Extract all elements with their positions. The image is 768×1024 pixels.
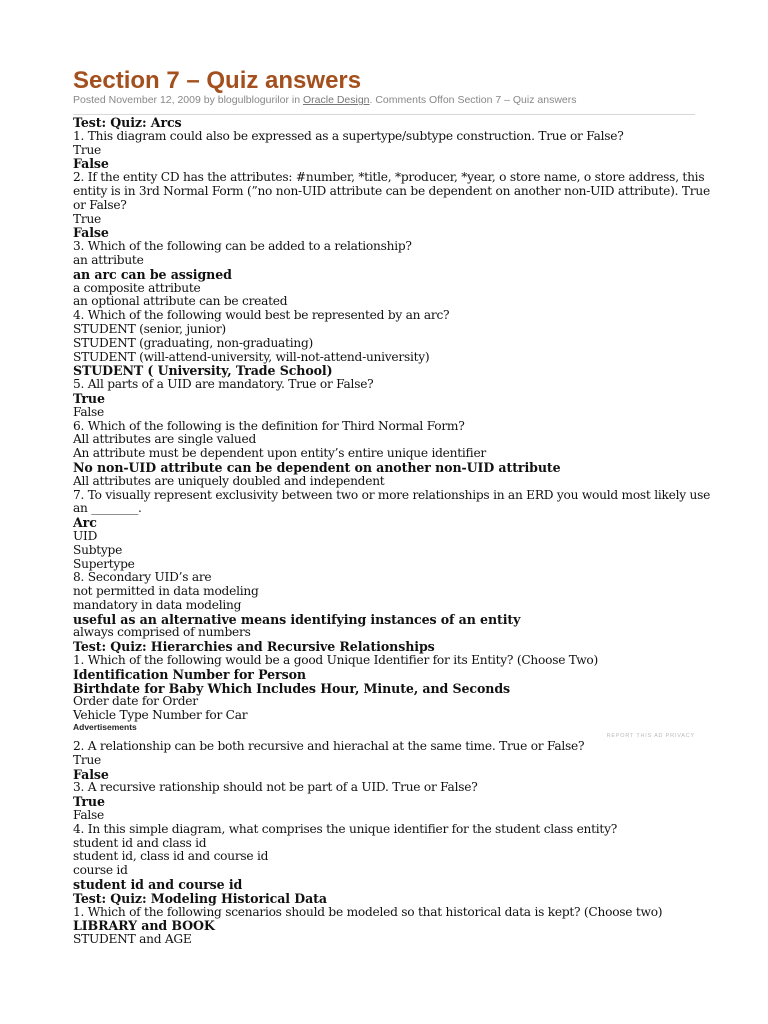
text-line: Vehicle Type Number for Car (73, 708, 248, 723)
answer-line-bold: Identification Number for Person (73, 666, 306, 682)
text-line: student id, class id and course id (73, 849, 269, 864)
text-line: 8. Secondary UID’s are (73, 570, 212, 585)
text-line: True (73, 211, 102, 226)
text-line: or False? (73, 197, 127, 212)
answer-line-bold: useful as an alternative means identifying instances of an entity (73, 611, 521, 627)
text-line: mandatory in data modeling (73, 597, 242, 612)
answer-line-bold: Test: Quiz: Arcs (73, 115, 182, 130)
text-line: False (73, 404, 105, 419)
text-line: An attribute must be dependent upon entity’s entire unique identifier (73, 446, 486, 461)
answer-line-bold: student id and course id (73, 877, 243, 893)
text-line: a composite attribute (73, 280, 201, 295)
text-line: 1. Which of the following scenarios should be modeled so that historical data is kept? (Choose two) (73, 904, 663, 919)
answer-line-bold: Test: Quiz: Modeling Historical Data (73, 890, 327, 906)
text-line: course id (73, 863, 128, 878)
text-line: STUDENT and AGE (73, 932, 192, 947)
text-line: All attributes are uniquely doubled and independent (73, 473, 385, 488)
text-line: 4. Which of the following would best be represented by an arc? (73, 308, 450, 323)
category-link[interactable]: Oracle Design (302, 94, 370, 106)
post-date-author: Posted November 12, 2009 by blogulblogurilor in (73, 94, 303, 106)
text-line: True (73, 752, 102, 767)
text-line: 3. A recursive rationship should not be part of a UID. True or False? (73, 780, 478, 795)
text-line: UID (73, 528, 98, 543)
text-line: not permitted in data modeling (73, 584, 259, 599)
text-line: Supertype (73, 556, 135, 571)
answer-line-bold: STUDENT ( University, Trade School) (73, 363, 333, 379)
quiz-answers-part-2 (73, 740, 695, 947)
text-line: 4. In this simple diagram, what comprises the unique identifier for the student class entity? (73, 821, 617, 836)
text-line: Subtype (73, 542, 123, 557)
text-line: entity is in 3rd Normal Form (”no non-UID attribute can be dependent on another non-UID attribute). True (73, 183, 710, 198)
answer-line-bold: No non-UID attribute can be dependent on another non-UID attribute (73, 459, 561, 475)
text-line: 1. This diagram could also be expressed as a supertype/subtype construction. True or False? (73, 128, 624, 143)
text-line: 3. Which of the following can be added to a relationship? (73, 239, 412, 254)
text-line: False (73, 808, 105, 823)
text-line: 2. If the entity CD has the attributes: #number, *title, *producer, *year, o store name, o store address, this (73, 170, 705, 185)
text-line: STUDENT (senior, junior) (73, 321, 226, 336)
text-line: STUDENT (graduating, non-graduating) (73, 335, 314, 350)
answer-line-bold: an arc can be assigned (73, 266, 232, 282)
text-line: STUDENT (will-attend-university, will-not-attend-university) (73, 349, 430, 364)
text-line: an attribute (73, 252, 144, 267)
text-line: 7. To visually represent exclusivity between two or more relationships in an ERD you would most likely use (73, 487, 711, 502)
answer-line-bold: False (73, 225, 109, 241)
ads-label: Advertisements (73, 722, 137, 733)
advertisement-slot (73, 723, 695, 740)
post-title: Section 7 – Quiz answers (73, 67, 362, 94)
text-line: 1. Which of the following would be a good Unique Identifier for its Entity? (Choose Two) (73, 653, 599, 668)
text-line: True (73, 142, 102, 157)
text-line: Order date for Order (73, 694, 198, 709)
quiz-answers-part-1 (73, 115, 711, 723)
text-line: 6. Which of the following is the definition for Third Normal Form? (73, 418, 465, 433)
answer-line-bold: True (73, 390, 105, 406)
text-line: 5. All parts of a UID are mandatory. True or False? (73, 377, 374, 392)
text-line: student id and class id (73, 835, 207, 850)
answer-line-bold: False (73, 156, 109, 172)
text-line: an optional attribute can be created (73, 294, 288, 309)
text-line: 2. A relationship can be both recursive and hierachal at the same time. True or False? (73, 739, 585, 754)
answer-line-bold: LIBRARY and BOOK (73, 918, 215, 934)
text-line: always comprised of numbers (73, 625, 251, 640)
post-meta (73, 94, 577, 107)
answer-line-bold: False (73, 766, 109, 782)
post-content (73, 115, 711, 947)
text-line: All attributes are single valued (73, 432, 257, 447)
text-line: an ________. (73, 501, 142, 516)
answer-line-bold: Arc (73, 515, 97, 531)
answer-line-bold: Test: Quiz: Hierarchies and Recursive Relationships (73, 639, 435, 655)
report-ad-link[interactable]: REPORT THIS AD PRIVACY (606, 733, 695, 740)
comments-status: . Comments Offon Section 7 – Quiz answers (369, 94, 577, 106)
answer-line-bold: Birthdate for Baby Which Includes Hour, Minute, and Seconds (73, 680, 511, 696)
answer-line-bold: True (73, 794, 105, 810)
